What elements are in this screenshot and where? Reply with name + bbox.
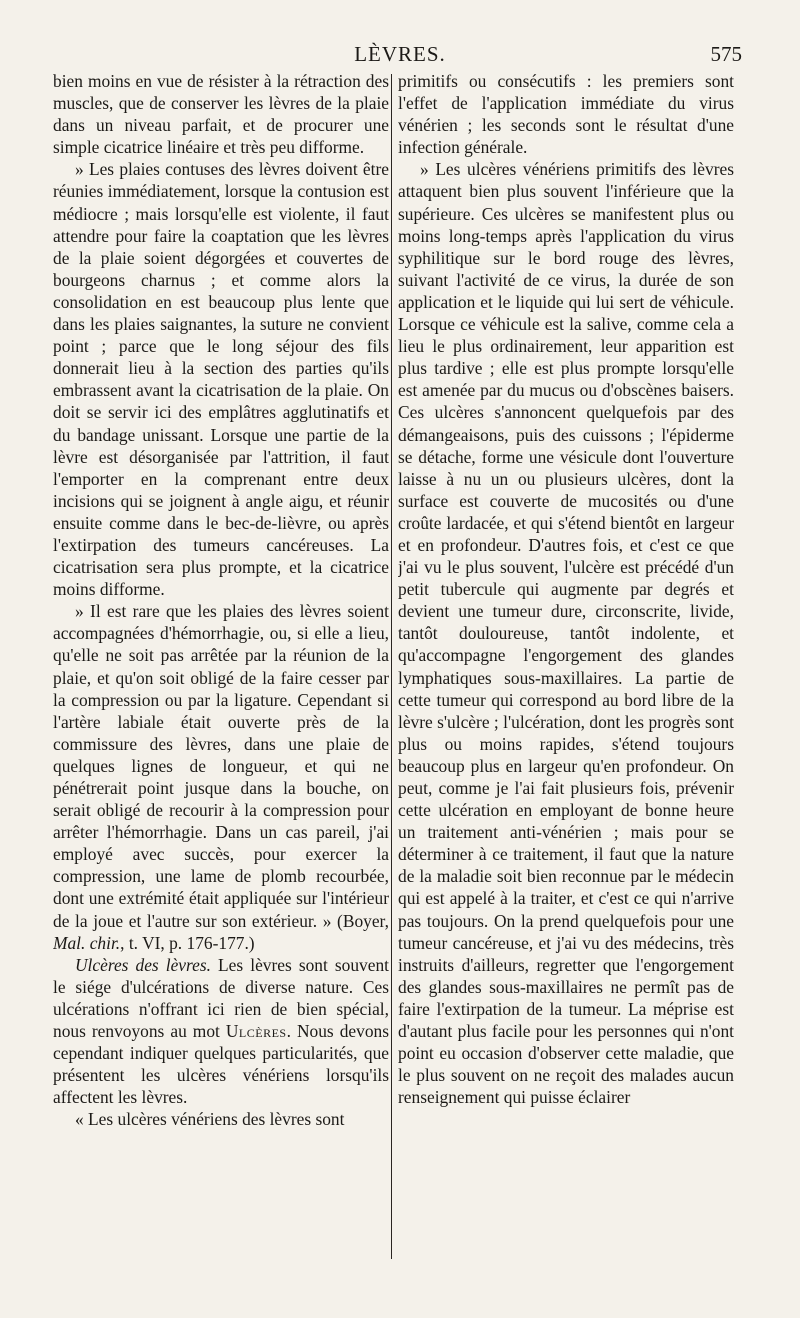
cross-reference: Ulcères (225, 1021, 287, 1042)
paragraph: » Les plaies contuses des lèvres doivent être réunies immédiatement, lorsque la contusion est médiocre ; mais lorsqu'elle est violente, il faut attendre pour faire la coaptation que les lèvres de la plaie soient dégorgées et couvertes de bourgeons charnus ; et comme alors la consolidation en est beaucoup plus lente que dans les plaies saignantes, la suture ne convient point ; parce que le long séjour des fils donnerait lieu à la section des parties qu'ils embrassent avant la cicatrisation de la plaie. On doit se servir ici des emplâtres agglutinatifs et du bandage unissant. Lorsque une partie de la lèvre est désorganisée par l'attrition, il faut l'emporter en la comprenant entre deux incisions qui se joignent à angle aigu, et réunir ensuite comme dans le bec-de-lièvre, ou après l'extirpation des tumeurs cancéreuses. La cicatrisation sera plus prompte, et la cicatrice moins difforme. (53, 159, 389, 600)
section-heading: Ulcères des lèvres. (75, 954, 211, 975)
paragraph: « Les ulcères vénériens des lèvres sont (75, 1109, 345, 1130)
page-number: 575 (710, 42, 742, 66)
paragraph (53, 600, 389, 954)
running-title: LÈVRES. (354, 42, 446, 66)
right-column (398, 70, 734, 1260)
column-divider (391, 74, 392, 1259)
paragraph-text: » Il est rare que les plaies des lèvres soient accompagnées d'hémorrhagie, ou, si elle a lieu, qu'elle ne soit pas arrêtée par la réunion de la plaie, et qu'on soit obligé de la faire cesser par la compression ou par la ligature. Cependant si l'artère labiale était ouverte près de la commissure des lèvres, dans une plaie de quelques lignes de longueur, et qui ne pénétrerait point jusque dans la bouche, on serait obligé de recourir à la compression pour arrêter l'hémorrhagie. Dans un cas pareil, j'ai employé avec succès, pour exercer la compression, une lame de plomb recourbée, dont une extrémité était appliquée sur l'intérieur de la joue et l'autre sur son extérieur. » (Boyer, (53, 601, 389, 931)
citation-title: Mal. chir. (53, 932, 121, 953)
left-column (53, 70, 389, 1260)
citation-ref: , t. VI, p. 176-177.) (120, 932, 255, 953)
page-header (50, 38, 750, 72)
paragraph: primitifs ou consécutifs : les premiers sont l'effet de l'application immédiate du virus vénérien ; les seconds sont le résultat d'une infection générale. (398, 71, 734, 158)
paragraph-text: . Nous devons cependant indiquer quelques particularités, que présentent les ulcères vénériens lorsqu'ils affectent les lèvres. (53, 1021, 389, 1108)
paragraph: » Les ulcères vénériens primitifs des lèvres attaquent bien plus souvent l'inférieure que la supérieure. Ces ulcères se manifestent plus ou moins long-temps après l'application du virus syphilitique sur le bord rouge des lèvres, suivant l'activité de ce virus, la durée de son application et le liquide qui lui sert de véhicule. Lorsque ce véhicule est la salive, comme cela a lieu le plus ordinairement, leur apparition est plus tardive ; elle est plus prompte lorsqu'elle est amenée par du mucus ou d'obscènes baisers. Ces ulcères s'annoncent quelquefois par des démangeaisons, puis des cuissons ; l'épiderme se détache, forme une vésicule dont l'ouverture laisse à nu un ou plusieurs ulcères, dont la surface est couverte de mucosités ou d'une croûte lardacée, et qui s'étend bientôt en largeur et en profondeur. D'autres fois, et c'est ce que j'ai vu le plus souvent, l'ulcère est précédé d'un petit tubercule qui augmente par degrés et devient une tumeur dure, circonscrite, livide, tantôt douloureuse, tantôt indolente, et qu'accompagne l'engorgement des glandes lymphatiques sous-maxillaires. La partie de cette tumeur qui correspond au bord libre de la lèvre s'ulcère ; l'ulcération, dont les progrès sont plus ou moins rapides, s'étend toujours beaucoup plus en largeur qu'en profondeur. On peut, comme je l'ai fait plusieurs fois, prévenir cette ulcération en employant de bonne heure un traitement anti-vénérien ; mais pour se déterminer à ce traitement, il faut que la nature de la maladie soit bien reconnue par le médecin qui est appelé à la traiter, et c'est ce qui n'arrive pas toujours. On la prend quelquefois pour une tumeur cancéreuse, et j'ai vu des médecins, très instruits d'ailleurs, regretter que l'engorgement des glandes sous-maxillaires ne permît pas de faire l'extirpation de la tumeur. La méprise est d'autant plus facile pour les personnes qui n'ont point eu occasion d'observer cette maladie, que le plus souvent on ne reçoit des malades aucun renseignement qui puisse éclairer (398, 159, 734, 1108)
paragraph (53, 954, 389, 1109)
paragraph-text: Les lèvres sont souvent le siége d'ulcérations de diverse nature. Ces ulcérations n'offrant ici rien de bien spécial, nous renvoyons au mot (53, 954, 389, 1042)
paragraph: bien moins en vue de résister à la rétraction des muscles, que de conserver les lèvres de la plaie dans un niveau parfait, et de procurer une simple cicatrice linéaire et très peu difforme. (53, 71, 389, 158)
